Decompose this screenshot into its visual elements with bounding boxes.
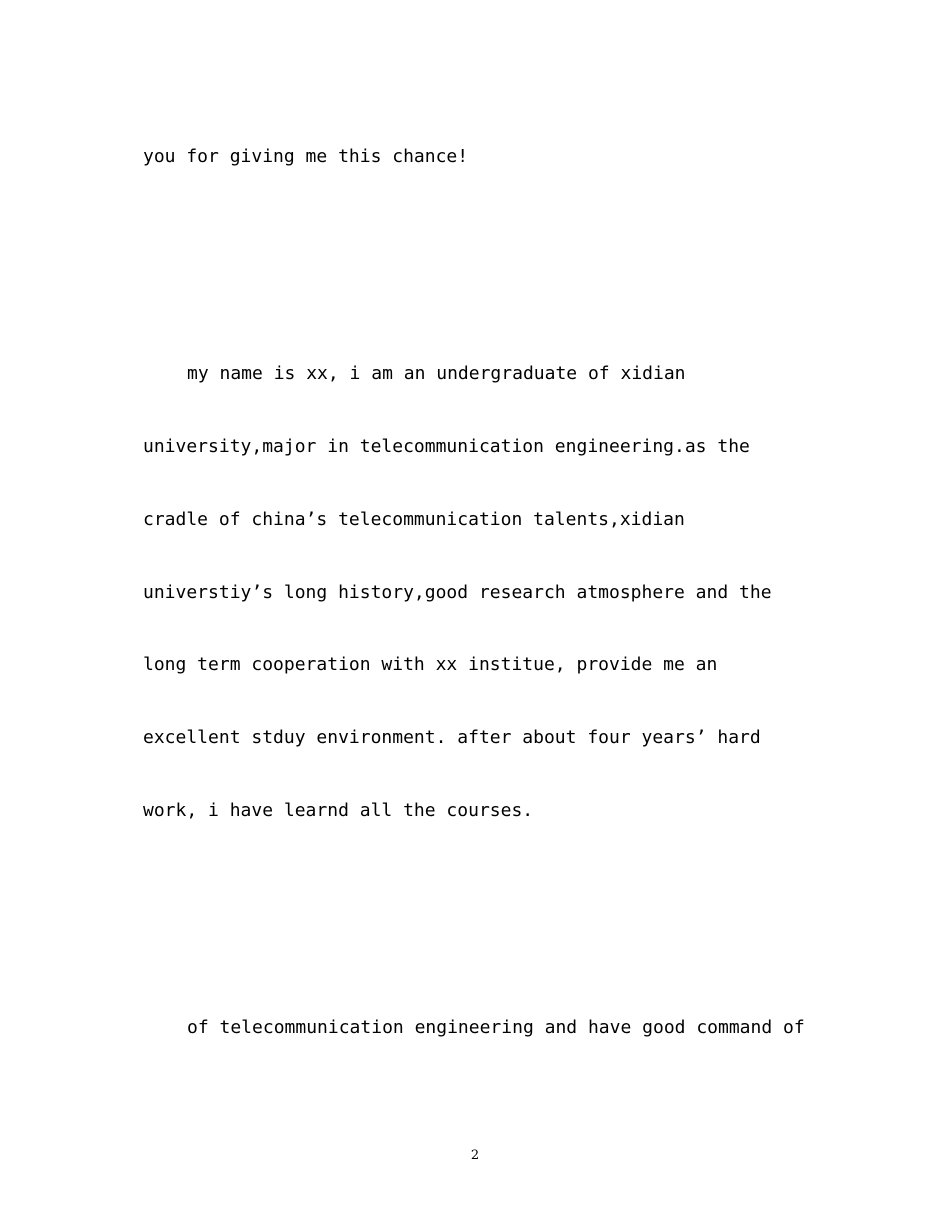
paragraph-first-line: of telecommunication engineering and have good command of [187,1017,805,1038]
text-line: long term cooperation with xx institue, provide me an [143,654,718,675]
paragraph-first-line: my name is xx, i am an undergraduate of xidian [187,363,686,384]
text-line: universtiy’s long history,good research atmosphere and the [143,582,772,603]
text-line: excellent stduy environment. after about four years’ hard [143,727,761,748]
page-number: 2 [470,1148,480,1163]
text-line: work, i have learnd all the courses. [143,800,534,821]
text-line: cradle of china’s telecommunication talents,xidian [143,509,685,530]
text-line: university,major in telecommunication engineering.as the [143,436,750,457]
text-line: you for giving me this chance! [143,146,469,167]
